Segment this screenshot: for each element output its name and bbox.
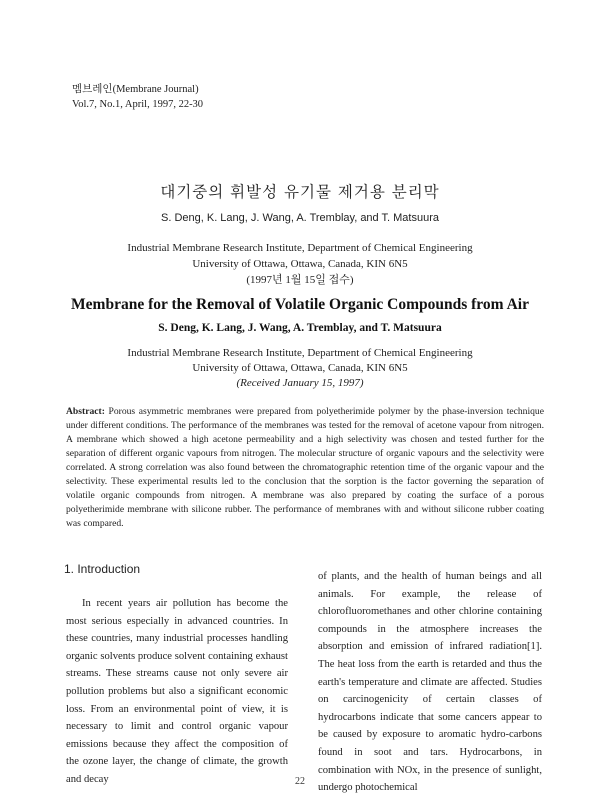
journal-header [72, 82, 203, 112]
english-affiliation [0, 346, 600, 391]
abstract-text: Porous asymmetric membranes were prepared from polyetherimide polymer by the phase-inversion technique under different conditions. The performance of the membranes was tested for the removal of acetone vapour from nitrogen. A membrane which showed a high acetone permeability and a high selectivity was chosen and tested further for the separation of different organic vapours from nitrogen. The molecular structure of organic vapours and the selectivity were correlated. A strong correlation was also found between the chromatographic retention time of the organic vapour and the selectivity. These experimental results led to the conclusion that the sorption is the factor governing the separation of volatile organic compounds from nitrogen. A membrane was also prepared by coating the surface of a porous polyetherimide membrane with silicone rubber. The performance of membranes with and without silicone rubber coating was compared. [66, 406, 544, 529]
english-affiliation-line1: Industrial Membrane Research Institute, Department of Chemical Engineering [127, 347, 473, 359]
korean-received: (1997년 1월 15일 접수) [246, 274, 354, 286]
korean-affiliation-line2: University of Ottawa, Ottawa, Canada, KIN 6N5 [192, 258, 408, 270]
intro-left-column: In recent years air pollution has become the most serious especially in advanced countries. In these countries, many industrial processes handling organic solvents produce solvent containing exhaust streams. These streams cause not only severe air pollution problems but also a significant economic loss. From an environmental point of view, it is necessary to limit and control organic vapour emissions because they affect the composition of the ozone layer, the change of climate, the growth and decay [66, 598, 288, 785]
intro-right-column: of plants, and the health of human beings and all animals. For example, the release of chlorofluoromethanes and other chlorine containing compounds in the atmosphere increases the absorption and emission of infrared radiation[1]. The heat loss from the earth is retarded and thus the earth's temperature and climate are affected. Studies on carcinogenicity of certain classes of hydrocarbons indicate that some cancers appear to be caused by exposure to aromatic hydro-carbons found in soot and tars. Hydrocarbons, in combination with NOx, in the presence of sunlight, undergo photochemical [318, 571, 542, 794]
english-affiliation-line2: University of Ottawa, Ottawa, Canada, KIN 6N5 [192, 362, 408, 374]
korean-title: 대기중의 휘발성 유기물 제거용 분리막 [160, 183, 440, 201]
page-number: 22 [295, 776, 305, 787]
korean-affiliation-line1: Industrial Membrane Research Institute, Department of Chemical Engineering [127, 242, 473, 254]
abstract [66, 405, 544, 531]
english-received: (Received January 15, 1997) [236, 377, 364, 389]
journal-name: 멤브레인(Membrane Journal) [72, 84, 199, 95]
korean-authors: S. Deng, K. Lang, J. Wang, A. Tremblay, and T. Matsuura [161, 212, 439, 224]
abstract-label: Abstract: [66, 406, 105, 417]
journal-issue: Vol.7, No.1, April, 1997, 22-30 [72, 99, 204, 110]
english-authors: S. Deng, K. Lang, J. Wang, A. Tremblay, and T. Matsuura [158, 322, 442, 334]
section-heading-introduction: 1. Introduction [64, 562, 141, 576]
english-title: Membrane for the Removal of Volatile Organic Compounds from Air [71, 296, 529, 313]
korean-affiliation [0, 240, 600, 288]
